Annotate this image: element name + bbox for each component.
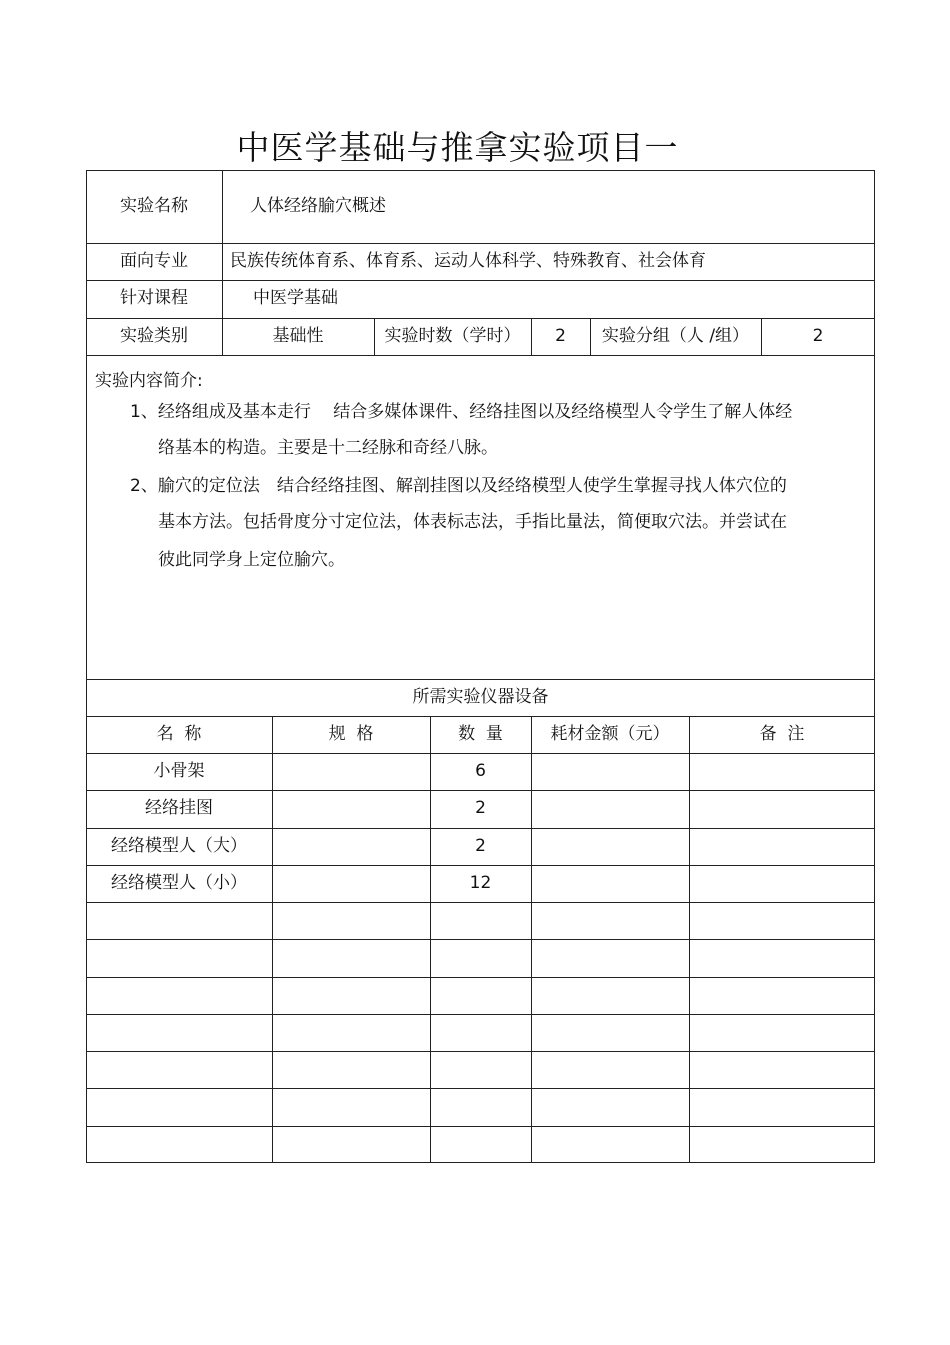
experiment-name-value: 人体经络腧穴概述 [250, 196, 386, 216]
experiment-name-label: 实验名称 [120, 196, 188, 216]
rule [86, 1014, 875, 1015]
equipment-item-name: 经络模型人（大） [111, 836, 247, 856]
type-label: 实验类别 [120, 326, 188, 346]
equipment-item-quantity: 6 [475, 761, 486, 781]
rule [86, 1088, 875, 1089]
content-line: 络基本的构造。主要是十二经脉和奇经八脉。 [158, 438, 498, 458]
equipment-item-name: 经络模型人（小） [111, 873, 247, 893]
col-header-remarks: 备 注 [759, 724, 805, 744]
group-label: 实验分组（人 /组） [601, 326, 750, 346]
hours-value: 2 [555, 326, 566, 346]
content-line: 彼此同学身上定位腧穴。 [158, 550, 345, 570]
equipment-item-quantity: 2 [475, 798, 486, 818]
rule [222, 170, 223, 243]
col-header-name: 名 称 [156, 724, 202, 744]
content-heading: 实验内容简介: [95, 371, 203, 391]
rule [86, 977, 875, 978]
equipment-item-quantity: 12 [469, 873, 492, 893]
course-value: 中医学基础 [253, 288, 338, 308]
major-label: 面向专业 [120, 251, 188, 271]
content-line: 2、腧穴的定位法 结合经络挂图、解剖挂图以及经络模型人使学生掌握寻找人体穴位的 [130, 476, 787, 496]
rule [531, 716, 532, 1162]
equipment-item-name: 小骨架 [153, 761, 205, 781]
rule [272, 716, 273, 1162]
rule [689, 716, 690, 1162]
rule [86, 790, 875, 791]
rule [86, 939, 875, 940]
equipment-item-name: 经络挂图 [145, 798, 213, 818]
rule [86, 716, 875, 717]
rule [86, 1126, 875, 1127]
rule [430, 716, 431, 1162]
col-header-spec: 规 格 [328, 724, 374, 744]
rule [86, 865, 875, 866]
rule [86, 1051, 875, 1052]
rule [86, 280, 875, 281]
content-line: 1、经络组成及基本走行 结合多媒体课件、经络挂图以及经络模型人令学生了解人体经 [130, 402, 793, 422]
rule [86, 902, 875, 903]
major-value: 民族传统体育系、体育系、运动人体科学、特殊教育、社会体育 [230, 251, 706, 271]
rule [86, 318, 875, 319]
group-value: 2 [812, 326, 824, 346]
rule [86, 243, 875, 244]
equipment-heading: 所需实验仪器设备 [412, 687, 549, 707]
rule [86, 1162, 875, 1163]
course-label: 针对课程 [120, 288, 188, 308]
rule [86, 170, 875, 171]
hours-label: 实验时数（学时） [384, 326, 521, 346]
rule [86, 679, 875, 680]
document-title: 中医学基础与推拿实验项目一 [236, 128, 679, 167]
content-line: 基本方法。包括骨度分寸定位法，体表标志法，手指比量法，简便取穴法。并尝试在 [158, 512, 787, 532]
rule [86, 753, 875, 754]
col-header-quantity: 数 量 [458, 724, 503, 744]
rule [86, 828, 875, 829]
col-header-cost: 耗材金额（元） [550, 724, 670, 744]
rule [86, 355, 875, 356]
type-value: 基础性 [272, 326, 324, 346]
equipment-item-quantity: 2 [475, 836, 486, 856]
